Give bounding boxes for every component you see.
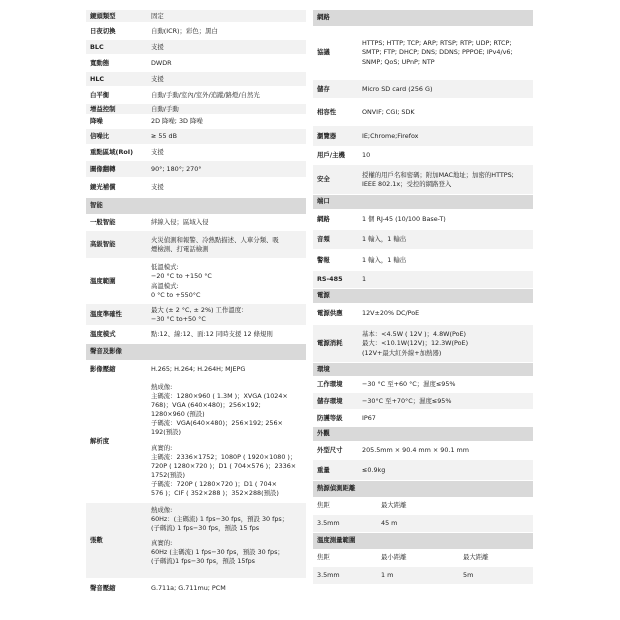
spec-value-line: 2D 降噪; 3D 降噪 xyxy=(151,117,203,126)
spec-value-line: 主碼流：2336×1752；1080P ( 1920×1080 )； xyxy=(151,452,297,461)
spec-value-line: (子碼流) 1 fps−30 fps，預設 15 fps xyxy=(151,524,260,533)
spec-key: 瀏覽器 xyxy=(317,131,337,140)
spec-value-line: 支援 xyxy=(151,148,164,157)
spec-key: 音頻 xyxy=(317,235,330,244)
spec-key: 外型尺寸 xyxy=(317,445,343,454)
spec-key: 一般智能 xyxy=(90,217,116,226)
heat-range-header: 最大距離 xyxy=(381,501,407,510)
spec-value-line: 火災偵測和報警、冷熱點描述、人車分類、吸 xyxy=(151,235,279,244)
spec-value xyxy=(148,579,306,598)
spec-row xyxy=(86,326,306,344)
spec-row xyxy=(313,126,533,147)
spec-value-line: 1 個 RJ-45 (10/100 Base-T) xyxy=(362,214,446,223)
spec-value-line: 點:12、線:12、面:12 同時支援 12 條規則 xyxy=(151,330,273,339)
spec-key: 增益控制 xyxy=(90,104,116,113)
section-intelligent xyxy=(86,198,306,214)
spec-value-line: (子碼流)1 fps−30 fps，預設 15fps xyxy=(151,557,256,566)
spec-key: 儲存 xyxy=(317,84,330,93)
spec-key: 溫度準確性 xyxy=(90,310,122,319)
spec-key: 電源供應 xyxy=(317,309,343,318)
spec-key: BLC xyxy=(90,42,104,51)
spec-value-line: 支援 xyxy=(151,42,164,51)
spec-row-fps xyxy=(86,503,306,579)
spec-row xyxy=(86,104,306,115)
spec-row xyxy=(86,10,306,23)
spec-key: 電源消耗 xyxy=(317,339,343,348)
spec-value-line: 10 xyxy=(362,151,371,160)
spec-value xyxy=(359,165,533,194)
spec-value-line: 576 )；CIF ( 352×288 )；352×288(預設) xyxy=(151,489,279,498)
section-title: 智能 xyxy=(90,201,103,210)
spec-key: RS-485 xyxy=(317,275,343,284)
spec-row xyxy=(313,303,533,325)
camera-spec-group xyxy=(86,10,306,198)
spec-row xyxy=(313,376,533,393)
spec-value-line: HTTPS; HTTP; TCP; ARP; RTSP; RTP; UDP; RTCP; xyxy=(362,39,512,48)
spec-value-line: DWDR xyxy=(151,58,172,67)
spec-value xyxy=(359,325,533,362)
environment-spec-group xyxy=(313,376,533,427)
spec-value-line: IE;Chrome;Firefox xyxy=(362,131,419,140)
spec-value xyxy=(148,304,306,325)
spec-row xyxy=(86,23,306,40)
spec-value-line: 1280×960 (預設) xyxy=(151,410,205,419)
spec-key: 網路 xyxy=(317,214,330,223)
spec-row xyxy=(313,250,533,271)
spec-value xyxy=(148,178,306,197)
spec-key: 協議 xyxy=(317,48,330,57)
spec-key: 解析度 xyxy=(90,436,110,445)
section-title: 端口 xyxy=(317,197,330,206)
heat-range-value-row xyxy=(313,515,533,533)
spec-row xyxy=(86,129,306,145)
spec-row xyxy=(86,145,306,161)
spec-value-line: 子碼流：VGA(640×480)；256×192; 256× xyxy=(151,419,283,428)
spec-value-line: 12V±20% DC/PoE xyxy=(362,309,420,318)
spec-row xyxy=(313,460,533,481)
spec-key: 鏡頭類型 xyxy=(90,11,116,20)
spec-row xyxy=(86,214,306,231)
spec-row xyxy=(86,304,306,326)
spec-value-line: 子碼流：720P ( 1280×720 )；D1 ( 704× xyxy=(151,479,277,488)
spec-value-line: IEEE 802.1x；受控的網路登入 xyxy=(362,180,452,188)
spec-value-line: −30°C 至+70°C；濕度≤95% xyxy=(362,396,452,405)
network-spec-group xyxy=(313,80,533,195)
spec-value xyxy=(148,360,306,379)
spec-row-resolution xyxy=(86,380,306,503)
spec-key: 重點區域(RoI) xyxy=(90,148,134,157)
spec-key: 圖像翻轉 xyxy=(90,164,116,173)
spec-row xyxy=(86,87,306,104)
section-title: 溫度測量範圍 xyxy=(317,536,356,545)
spec-key: 白平衡 xyxy=(90,90,110,99)
section-temperature-range xyxy=(313,533,533,549)
spec-row xyxy=(86,40,306,55)
spec-value-line: 90°; 180°; 270° xyxy=(151,164,202,173)
spec-value xyxy=(359,230,533,249)
spec-value-line: 支援 xyxy=(151,74,164,83)
spec-key: 警報 xyxy=(317,255,330,264)
spec-value-line: 真實的: xyxy=(151,539,173,548)
heat-range-header-row xyxy=(313,497,533,515)
spec-value-line: 768)；VGA (640×480)；256×192; xyxy=(151,401,261,410)
spec-value-line: 煙檢測、打電話檢測 xyxy=(151,245,209,253)
spec-row xyxy=(313,80,533,99)
spec-key: 溫度模式 xyxy=(90,330,116,339)
spec-value xyxy=(148,129,306,144)
spec-column-left xyxy=(86,10,306,599)
spec-row xyxy=(86,178,306,198)
spec-value-line: 1752(預設) xyxy=(151,470,186,479)
heat-range-value: 3.5mm xyxy=(317,519,340,528)
spec-value xyxy=(148,40,306,54)
spec-value xyxy=(359,303,533,324)
spec-value-line: 主碼流：1280×960 ( 1.3M )；XVGA (1024× xyxy=(151,392,288,401)
spec-key: 重量 xyxy=(317,465,330,474)
spec-value xyxy=(148,326,306,343)
spec-value-line: 自動(ICR)；彩色；黑白 xyxy=(151,26,218,35)
spec-value xyxy=(359,271,533,288)
section-title: 外觀 xyxy=(317,429,330,438)
spec-value xyxy=(359,250,533,270)
section-title: 電源 xyxy=(317,291,330,300)
spec-row xyxy=(313,147,533,165)
spec-value-line: G.711a; G.711mu; PCM xyxy=(151,584,226,593)
spec-row xyxy=(86,231,306,259)
spec-row xyxy=(313,209,533,230)
spec-key: HLC xyxy=(90,74,105,83)
temp-range-value-row xyxy=(313,567,533,585)
spec-value-line: 最大：<10.1W(12V)；12.3W(PoE) xyxy=(362,339,469,348)
spec-value xyxy=(148,259,306,303)
spec-value xyxy=(148,104,306,114)
spec-value xyxy=(148,145,306,160)
heat-range-header: 焦距 xyxy=(317,501,330,510)
spec-row xyxy=(86,115,306,129)
spec-key: 防護等級 xyxy=(317,413,343,422)
appearance-spec-group xyxy=(313,441,533,481)
spec-value-line: SMTP; FTP; DHCP; DNS; DDNS; PPPOE; IPv4/v6; xyxy=(362,48,513,57)
spec-row xyxy=(313,165,533,195)
section-title: 環境 xyxy=(317,364,330,373)
spec-value-line: 絆線入侵；區域入侵 xyxy=(151,217,209,226)
spec-value-line: 授權的用戶名和密碼；附加MAC地址；加密的HTTPS; xyxy=(362,170,514,179)
spec-row-audio xyxy=(86,579,306,599)
spec-key: 日夜切換 xyxy=(90,26,116,35)
spec-value-line: 真實的: xyxy=(151,443,173,452)
section-network xyxy=(313,10,533,26)
spec-row-protocol xyxy=(313,26,533,80)
spec-value xyxy=(359,26,533,79)
power-spec-group xyxy=(313,303,533,363)
section-heat-detection-range xyxy=(313,481,533,497)
spec-value-line: 最大 (± 2 °C, ± 2%) 工作溫度： xyxy=(151,305,248,314)
temp-range-header: 焦距 xyxy=(317,553,330,562)
spec-key: 降噪 xyxy=(90,117,103,126)
spec-row xyxy=(86,72,306,87)
spec-key: 信噪比 xyxy=(90,132,110,141)
spec-value-line: IP67 xyxy=(362,413,376,422)
spec-key: 寬動態 xyxy=(90,58,110,67)
spec-value-line: −30 °C 至+60 °C；濕度≤95% xyxy=(362,379,456,388)
temp-range-header-row xyxy=(313,549,533,567)
spec-value xyxy=(148,23,306,39)
fps-visible xyxy=(151,539,303,566)
spec-value xyxy=(148,72,306,86)
spec-value xyxy=(359,460,533,480)
spec-value-line: 自動/手動 xyxy=(151,104,179,113)
temp-range-value: 3.5mm xyxy=(317,571,340,580)
spec-key: 高級智能 xyxy=(90,240,116,249)
spec-value xyxy=(359,80,533,98)
spec-key: 張數 xyxy=(90,536,103,545)
spec-value-line: (12V+最大紅外線+加熱器) xyxy=(362,348,442,357)
spec-key: 鏡光補償 xyxy=(90,183,116,192)
spec-value-line: ≤0.9kg xyxy=(362,465,386,474)
spec-value-line: 1 輸入，1 輸出 xyxy=(362,255,407,264)
temp-range-header: 最小距離 xyxy=(381,553,407,562)
heat-range-value: 45 m xyxy=(381,519,398,528)
spec-row xyxy=(313,271,533,289)
spec-value-line: −30 °C to+50 °C xyxy=(151,315,206,323)
resolution-thermal xyxy=(151,383,303,438)
spec-value-line: 支援 xyxy=(151,183,164,192)
spec-row xyxy=(86,259,306,304)
spec-value-line: 熱成像: xyxy=(151,506,173,514)
spec-key: 聲音壓縮 xyxy=(90,584,116,593)
section-title: 熱源偵測距離 xyxy=(317,484,356,493)
spec-row xyxy=(313,410,533,427)
section-power xyxy=(313,289,533,303)
spec-key: 用戶/主機 xyxy=(317,151,345,160)
spec-value-line: 60Hz：(主碼流) 1 fps−30 fps，預設 30 fps； xyxy=(151,515,289,524)
spec-value-line: 固定 xyxy=(151,11,164,20)
spec-value-line: 1 xyxy=(362,275,367,284)
spec-value xyxy=(148,55,306,71)
spec-value-line: 60Hz (主碼流) 1 fps−30 fps，預設 30 fps； xyxy=(151,548,284,557)
spec-value xyxy=(148,380,306,502)
spec-value-line: −20 °C to +150 °C xyxy=(151,272,212,281)
temp-range-value: 5m xyxy=(463,571,474,580)
video-spec-group xyxy=(86,360,306,380)
section-appearance xyxy=(313,427,533,441)
spec-value-line: 低溫模式: xyxy=(151,263,179,272)
spec-key: 工作環境 xyxy=(317,379,343,388)
spec-key: 溫度範圍 xyxy=(90,276,116,285)
spec-value-line: 基本：<4.5W ( 12V )；4.8W(PoE) xyxy=(362,330,467,339)
resolution-visible xyxy=(151,444,303,499)
spec-key: 相容性 xyxy=(317,107,337,116)
section-environment xyxy=(313,363,533,376)
section-title: 網路 xyxy=(317,13,330,22)
spec-value-line: ONVIF; CGI; SDK xyxy=(362,107,415,116)
section-title: 聲音及影像 xyxy=(90,347,122,356)
spec-row xyxy=(313,325,533,363)
spec-value-line: 192(預設) xyxy=(151,428,181,437)
spec-value-line: ≥ 55 dB xyxy=(151,132,177,141)
spec-value-line: Micro SD card (256 G) xyxy=(362,84,433,93)
spec-value xyxy=(148,161,306,177)
spec-value xyxy=(359,410,533,426)
spec-row xyxy=(313,393,533,410)
spec-value-line: SNMP; QoS; UPnP; NTP xyxy=(362,57,435,66)
spec-value xyxy=(359,126,533,146)
spec-value xyxy=(148,214,306,230)
spec-value-line: 熱成像: xyxy=(151,383,173,391)
temp-range-value: 1 m xyxy=(381,571,394,580)
spec-row xyxy=(313,441,533,460)
port-spec-group xyxy=(313,209,533,289)
spec-value xyxy=(359,99,533,125)
section-video-audio xyxy=(86,344,306,360)
spec-key: 安全 xyxy=(317,175,330,184)
spec-value-line: 0 °C to +550°C xyxy=(151,290,201,299)
spec-value-line: 高溫模式: xyxy=(151,281,179,290)
spec-key: 影像壓縮 xyxy=(90,365,116,374)
spec-value-line: 1 輸入，1 輸出 xyxy=(362,235,407,244)
spec-row xyxy=(86,55,306,72)
spec-sheet xyxy=(86,10,533,615)
spec-value xyxy=(359,441,533,459)
spec-value xyxy=(148,115,306,128)
spec-value-line: 720P ( 1280×720 )；D1 ( 704×576 )；2336× xyxy=(151,461,297,470)
spec-value xyxy=(148,87,306,103)
spec-row xyxy=(86,161,306,178)
fps-thermal xyxy=(151,506,303,533)
spec-row xyxy=(86,360,306,380)
intelligent-spec-group xyxy=(86,214,306,344)
spec-value xyxy=(359,376,533,392)
spec-value xyxy=(148,503,306,578)
spec-value xyxy=(359,393,533,409)
spec-value xyxy=(148,231,306,258)
spec-value-line: H.265; H.264; H.264H; MJEPG xyxy=(151,365,246,374)
spec-key: 儲存環境 xyxy=(317,396,343,405)
spec-column-right xyxy=(313,10,533,585)
temp-range-header: 最大距離 xyxy=(463,553,489,562)
spec-row xyxy=(313,230,533,250)
spec-value-line: 205.5mm × 90.4 mm × 90.1 mm xyxy=(362,445,470,454)
spec-row xyxy=(313,99,533,126)
spec-value-line: 自動/手動/室內/室外/追蹤/路燈/自然光 xyxy=(151,90,260,99)
spec-value xyxy=(148,10,306,22)
spec-value xyxy=(359,209,533,229)
spec-value xyxy=(359,147,533,164)
section-port xyxy=(313,195,533,209)
